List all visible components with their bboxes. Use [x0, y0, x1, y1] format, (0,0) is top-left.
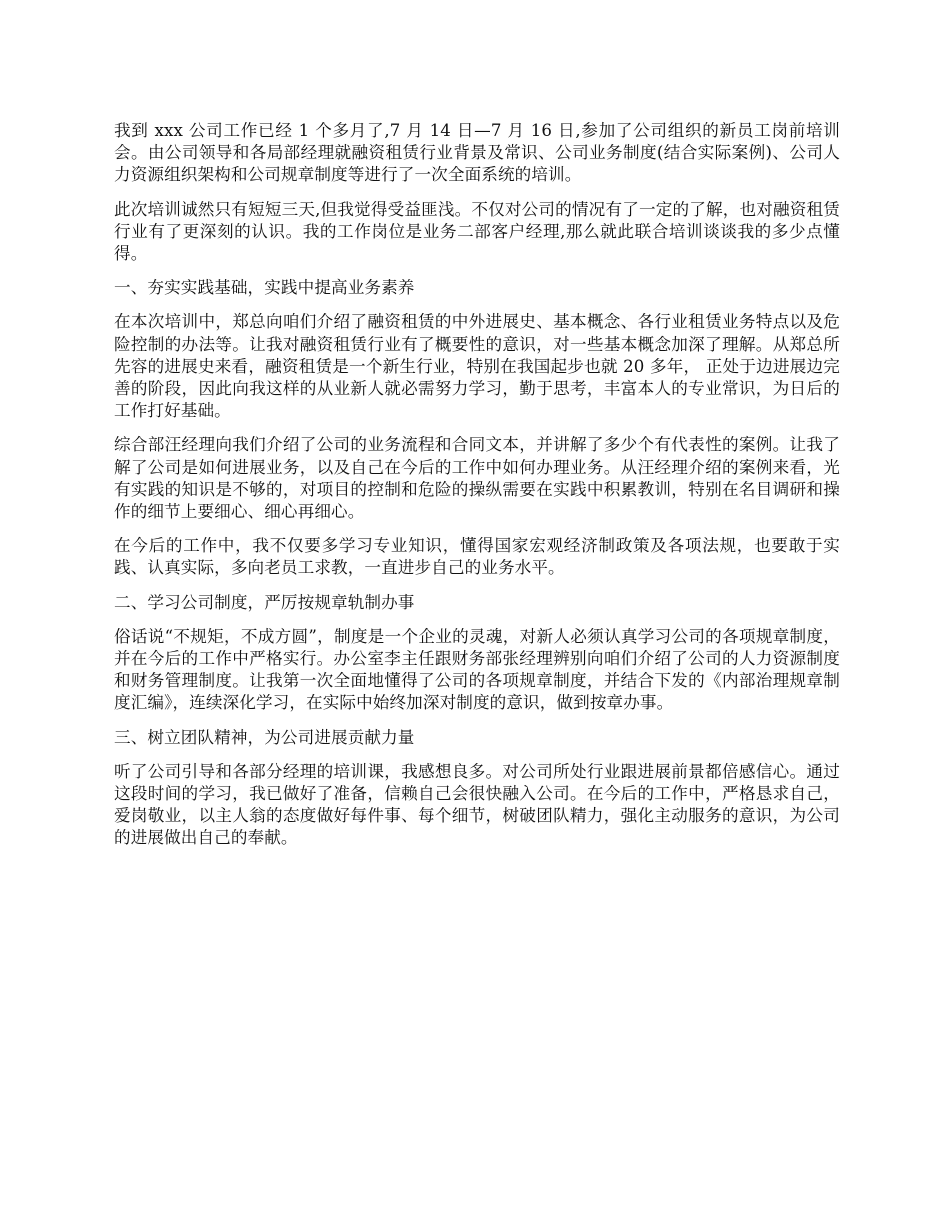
paragraph-section1-b: 综合部汪经理向我们介绍了公司的业务流程和合同文本，并讲解了多少个有代表性的案例。让我了解了公司是如何进展业务，以及自己在今后的工作中如何办理业务。从汪经理介绍的案例来看，光有实践的知识是不够的，对项目的控制和危险的操纵需要在实践中积累教训，特别在名目调研和操作的细节上要细心、细心再细心。: [114, 435, 840, 522]
section-heading-2: 二、学习公司制度，严厉按规章轨制办事: [114, 592, 415, 612]
paragraph-section1-a: 在本次培训中，郑总向咱们介绍了融资租赁的中外进展史、基本概念、各行业租赁业务特点以及危险控制的办法等。让我对融资租赁行业有了概要性的意识，对一些基本概念加深了理解。从郑总所先容的进展史来看，融资租赁是一个新生行业，特别在我国起步也就 20 多年， 正处于边进展边完善的阶段，因此向我这样的从业新人就必需努力学习，勤于思考，丰富本人的专业常识，为日后的工作打好基础。: [114, 312, 840, 421]
paragraph-section1-c: 在今后的工作中，我不仅要多学习专业知识，懂得国家宏观经济制政策及各项法规，也要敢于实践、认真实际，多向老员工求教，一直进步自己的业务水平。: [114, 536, 840, 578]
section-heading-3: 三、树立团队精神，为公司进展贡献力量: [114, 727, 415, 747]
paragraph-intro: 我到 xxx 公司工作已经 1 个多月了,7 月 14 日—7 月 16 日,参加了公司组织的新员工岗前培训会。由公司领导和各局部经理就融资租赁行业背景及常识、公司业务制度(结合实际案例)、公司人力资源组织架构和公司规章制度等进行了一次全面系统的培训。: [114, 121, 840, 185]
document-page: [114, 120, 840, 862]
section-heading-1: 一、夯实实践基础，实践中提高业务素养: [114, 278, 415, 298]
paragraph-section2: 俗话说“不规矩，不成方圆”，制度是一个企业的灵魂，对新人必须认真学习公司的各项规章制度，并在今后的工作中严格实行。办公室李主任跟财务部张经理辨别向咱们介绍了公司的人力资源制度和财务管理制度。让我第一次全面地懂得了公司的各项规章制度，并结合下发的《内部治理规章制度汇编》，连续深化学习，在实际中始终加深对制度的意识，做到按章办事。: [114, 626, 840, 713]
paragraph-summary: 此次培训诚然只有短短三天,但我觉得受益匪浅。不仅对公司的情况有了一定的了解，也对融资租赁行业有了更深刻的认识。我的工作岗位是业务二部客户经理,那么就此联合培训谈谈我的多少点懂得。: [114, 199, 840, 264]
paragraph-section3: 听了公司引导和各部分经理的培训课，我感想良多。对公司所处行业跟进展前景都倍感信心。通过这段时间的学习，我已做好了准备，信赖自己会很快融入公司。在今后的工作中，严格恳求自己，爱岗敬业，以主人翁的态度做好每件事、每个细节，树破团队精力，强化主动服务的意识，为公司的进展做出自己的奉献。: [114, 761, 840, 848]
